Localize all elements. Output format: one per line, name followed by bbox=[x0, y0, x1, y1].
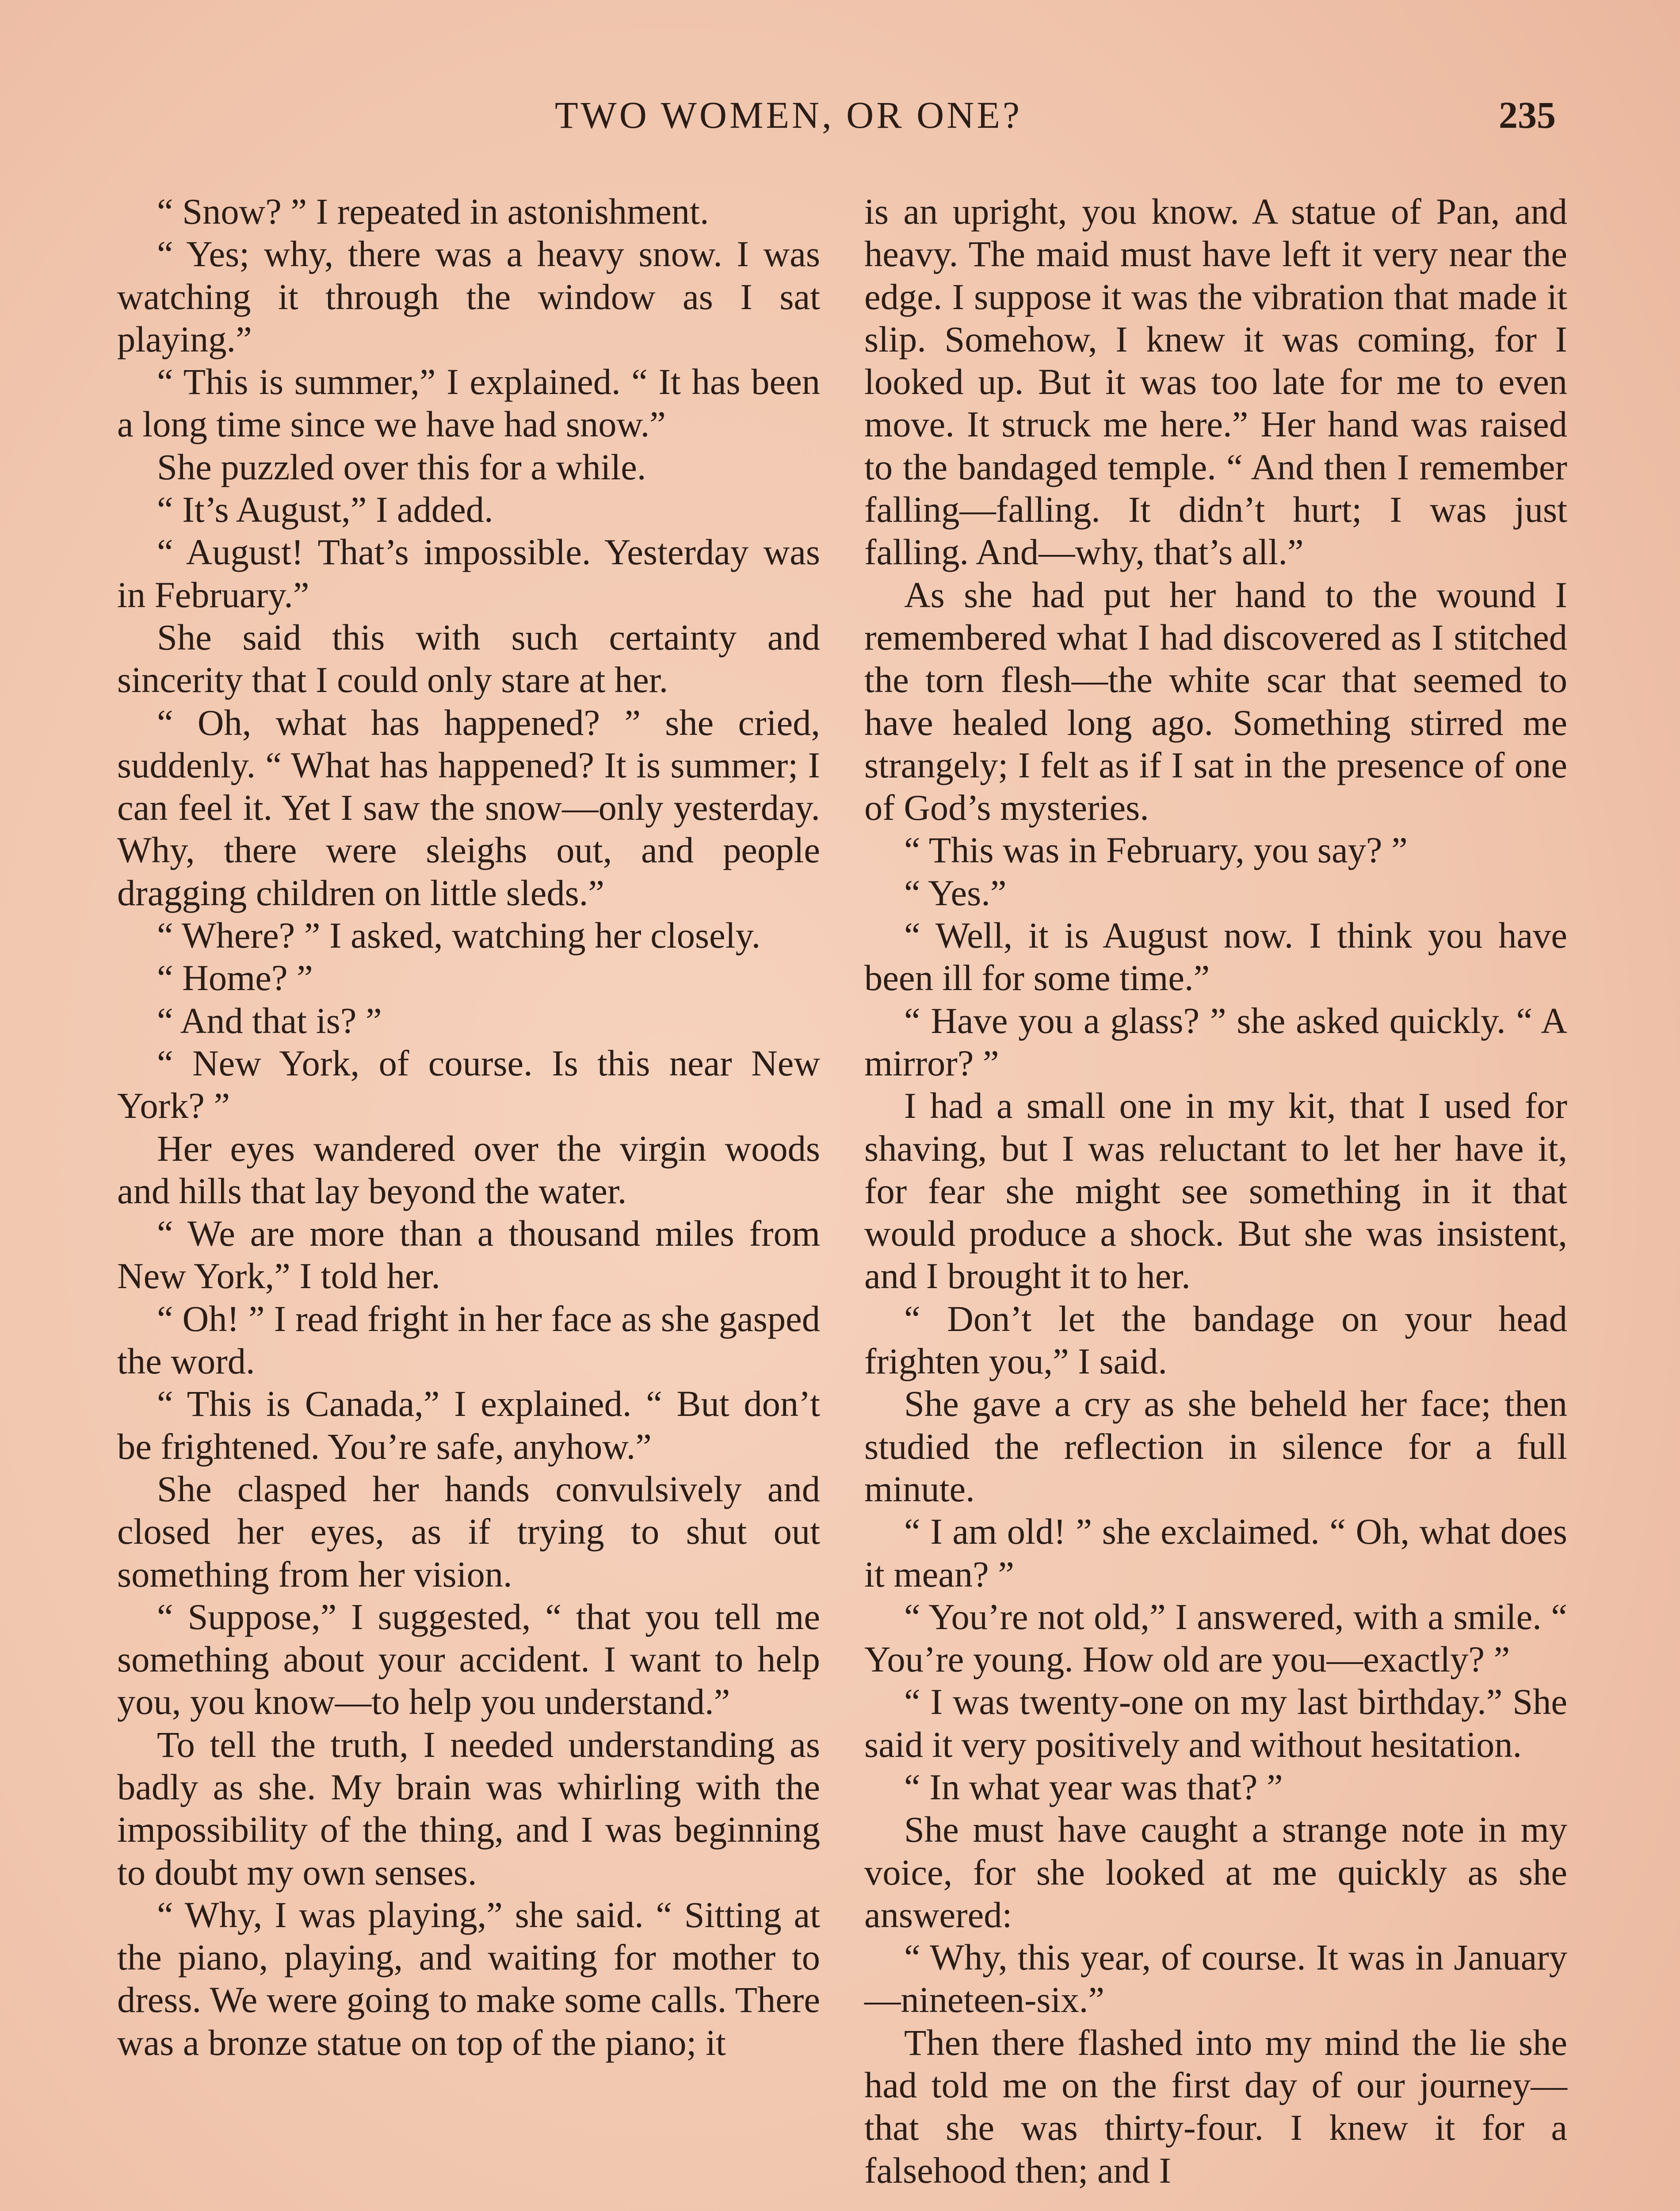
paragraph: She said this with such certainty and sincerity that I could only stare at her. bbox=[117, 616, 820, 700]
paragraph: I had a small one in my kit, that I used for shaving, but I was reluctant to let her have it, for fear she might see something in it that would produce a shock. But she was insistent, and I brought it to her. bbox=[864, 1085, 1567, 1297]
paragraph: “ Yes; why, there was a heavy snow. I was watching it through the window as I sat playing.” bbox=[117, 233, 820, 360]
running-title: TWO WOMEN, OR ONE? bbox=[555, 94, 1023, 136]
left-column bbox=[117, 190, 820, 2211]
paragraph: “ I am old! ” she exclaimed. “ Oh, what does it mean? ” bbox=[864, 1511, 1567, 1595]
paragraph: She clasped her hands convulsively and closed her eyes, as if trying to shut out something from her vision. bbox=[117, 1468, 820, 1595]
paragraph: “ It’s August,” I added. bbox=[157, 489, 493, 530]
paragraph: “ Why, this year, of course. It was in January—nineteen-six.” bbox=[864, 1937, 1567, 2020]
paragraph: “ And that is? ” bbox=[157, 1000, 382, 1041]
paragraph: “ Snow? ” I repeated in astonishment. bbox=[157, 191, 709, 232]
paragraph: Her eyes wandered over the virgin woods and hills that lay beyond the water. bbox=[117, 1128, 820, 1211]
paragraph: “ August! That’s impossible. Yesterday was in February.” bbox=[117, 532, 820, 615]
paragraph: “ Home? ” bbox=[157, 957, 313, 998]
paragraph: She puzzled over this for a while. bbox=[157, 446, 646, 487]
paragraph: “ You’re not old,” I answered, with a smile. “ You’re young. How old are you—exactly? ” bbox=[864, 1596, 1567, 1680]
paragraph: “ We are more than a thousand miles from New York,” I told her. bbox=[117, 1213, 820, 1297]
paragraph: “ In what year was that? ” bbox=[904, 1766, 1283, 1807]
paragraph: “ Have you a glass? ” she asked quickly. “ A mirror? ” bbox=[864, 1000, 1567, 1083]
right-column bbox=[864, 190, 1567, 2211]
page-number: 235 bbox=[1499, 94, 1556, 136]
paragraph: “ This is Canada,” I explained. “ But don’t be frightened. You’re safe, anyhow.” bbox=[117, 1383, 820, 1467]
paragraph: “ Why, I was playing,” she said. “ Sitting at the piano, playing, and waiting for mother to dress. We were going to make some calls. There was a bronze statue on top of the piano; it bbox=[117, 1894, 820, 2063]
paragraph: “ Don’t let the bandage on your head frighten you,” I said. bbox=[864, 1298, 1567, 1382]
paragraph: “ Well, it is August now. I think you have been ill for some time.” bbox=[864, 915, 1567, 998]
paragraph: She must have caught a strange note in my voice, for she looked at me quickly as she answered: bbox=[864, 1809, 1567, 1935]
paragraph: “ This is summer,” I explained. “ It has been a long time since we have had snow.” bbox=[117, 361, 820, 445]
paragraph: As she had put her hand to the wound I remembered what I had discovered as I stitched the torn flesh—the white scar that seemed to have healed long ago. Something stirred me strangely; I felt as if I sat in the presence of one of God’s mysteries. bbox=[864, 574, 1567, 828]
paragraph: “ Where? ” I asked, watching her closely. bbox=[157, 915, 761, 956]
paragraph: “ Oh! ” I read fright in her face as she gasped the word. bbox=[117, 1298, 820, 1382]
paragraph: “ Oh, what has happened? ” she cried, suddenly. “ What has happened? It is summer; I can feel it. Yet I saw the snow—only yesterday. Why, there were sleighs out, and people dragging children on little sleds.” bbox=[117, 702, 820, 913]
paragraph: “ Yes.” bbox=[904, 872, 1007, 913]
paragraph: “ This was in February, you say? ” bbox=[904, 830, 1408, 871]
paragraph: “ I was twenty-one on my last birthday.” She said it very positively and without hesitation. bbox=[864, 1681, 1567, 1765]
paragraph: “ Suppose,” I suggested, “ that you tell me something about your accident. I want to help you, you know—to help you understand.” bbox=[117, 1596, 820, 1722]
paragraph: She gave a cry as she beheld her face; then studied the reflection in silence for a full minute. bbox=[864, 1383, 1567, 1509]
paragraph: is an upright, you know. A statue of Pan, and heavy. The maid must have left it very near the edge. I suppose it was the vibration that made it slip. Somehow, I knew it was coming, for I looked up. But it was too late for me to even move. It struck me here.” Her hand was raised to the bandaged temple. “ And then I remember falling—falling. It didn’t hurt; I was just falling. And—why, that’s all.” bbox=[864, 191, 1567, 573]
paragraph: “ New York, of course. Is this near New York? ” bbox=[117, 1042, 820, 1126]
page-header bbox=[0, 93, 1680, 146]
paragraph: Then there flashed into my mind the lie she had told me on the first day of our journey—that she was thirty-four. I knew it for a falsehood then; and I bbox=[864, 2022, 1567, 2191]
paragraph: To tell the truth, I needed understanding as badly as she. My brain was whirling with the impossibility of the thing, and I was beginning to doubt my own senses. bbox=[117, 1724, 820, 1893]
